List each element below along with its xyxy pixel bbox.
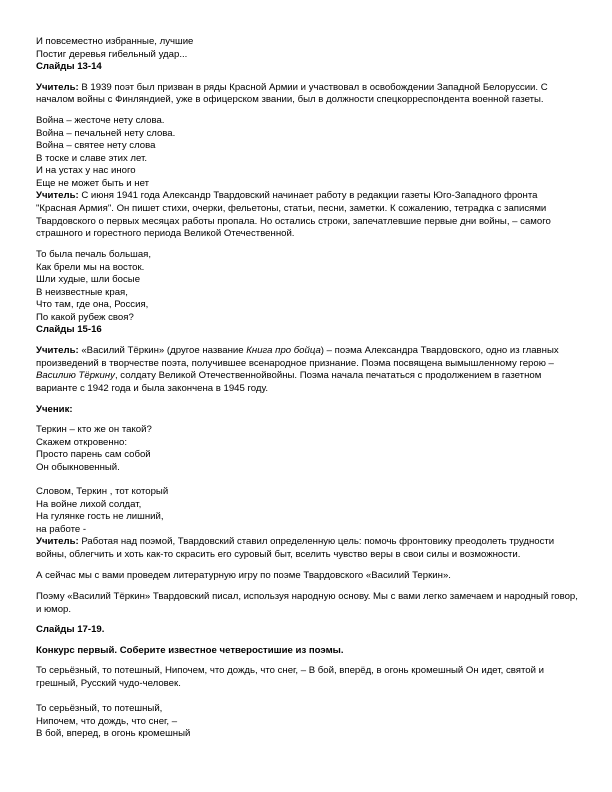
student-label: Ученик: bbox=[36, 403, 73, 415]
slides-heading-17-19: Слайды 17-19. bbox=[36, 624, 105, 636]
paragraph-text: «Василий Тёркин» (другое название bbox=[78, 344, 247, 356]
paragraph-game-intro: А сейчас мы с вами проведем литературную игру по поэме Твардовского «Василий Теркин». bbox=[36, 570, 451, 582]
paragraph-text: В 1939 поэт был призван в ряды Красной Армии и участвовал в освобождении Западной Белоруссии. С началом войны с Финляндией, уже в офицерском звании, был в должности спецкорреспондента военной газеты. bbox=[36, 81, 548, 106]
paragraph-text: , солдату Великой Отечественнойвойны. Поэма начала печататься с продолжением в газетном варианте с 1942 года и была закончена в 1945 году. bbox=[36, 370, 542, 395]
poem-line: Шли худые, шли босые bbox=[36, 274, 141, 286]
slides-heading-15-16: Слайды 15-16 bbox=[36, 324, 102, 336]
poem-line: На гулянке гость не лишний, bbox=[36, 511, 164, 523]
scrambled-quatrain: То серьёзный, то потешный, Нипочем, что дождь, что снег, – В бой, вперёд, в огонь кромешный Он идет, святой и грешный, Русский чудо-человек. bbox=[36, 665, 544, 690]
teacher-paragraph-3 bbox=[36, 345, 578, 396]
poem-line: Теркин – кто же он такой? bbox=[36, 424, 152, 436]
poem-line: на работе - bbox=[36, 523, 87, 535]
poem-line: И на устах у нас иного bbox=[36, 165, 136, 177]
teacher-paragraph-4 bbox=[36, 536, 578, 562]
teacher-paragraph-2 bbox=[36, 190, 578, 241]
paragraph-folk-basis: Поэму «Василий Тёркин» Твардовский писал, используя народную основу. Мы с вами легко замечаем и народный говор, и юмор. bbox=[36, 590, 578, 615]
paragraph-emphasis: Книга про бойца bbox=[246, 344, 321, 356]
poem-stanza-5 bbox=[36, 486, 578, 536]
poem-line: И повсеместно избранные, лучшие bbox=[36, 36, 194, 47]
poem-stanza-3 bbox=[36, 249, 578, 324]
poem-line: Скажем откровенно: bbox=[36, 436, 127, 448]
teacher-label: Учитель: bbox=[36, 344, 79, 356]
poem-line: Просто парень сам собой bbox=[36, 449, 151, 461]
paragraph-text: Работая над поэмой, Твардовский ставил определенную цель: помочь фронтовику преодолеть трудности войны, облегчить и хоть как-то скрасить его суровый быт, вселить чувство веры в свои силы и возможности. bbox=[36, 536, 555, 561]
poem-stanza-4 bbox=[36, 424, 578, 474]
teacher-label: Учитель: bbox=[36, 536, 79, 548]
poem-stanza-1 bbox=[36, 36, 578, 61]
poem-line: То была печаль большая, bbox=[36, 249, 152, 261]
poem-line: То серьёзный, то потешный, bbox=[36, 703, 163, 715]
poem-stanza-2 bbox=[36, 115, 578, 190]
poem-line: На войне лихой солдат, bbox=[36, 498, 142, 510]
poem-line: Еще не может быть и нет bbox=[36, 177, 149, 189]
poem-line: В неизвестные края, bbox=[36, 286, 128, 298]
poem-line: Нипочем, что дождь, что снег, – bbox=[36, 715, 178, 727]
poem-line: В тоске и славе этих лет. bbox=[36, 152, 148, 164]
paragraph-text: ) – поэма Александра Твардовского, одно из главных произведений в творчестве поэта, получившее всенародное признание. Поэма посвящена вымышленному герою – bbox=[36, 344, 559, 369]
teacher-label: Учитель: bbox=[36, 190, 79, 202]
slides-heading-13-14: Слайды 13-14 bbox=[36, 61, 102, 72]
teacher-label: Учитель: bbox=[36, 81, 79, 93]
poem-line: Что там, где она, Россия, bbox=[36, 299, 149, 311]
paragraph-emphasis: Василию Тёркину bbox=[36, 370, 115, 382]
poem-line: По какой рубеж своя? bbox=[36, 311, 134, 323]
paragraph-text: С июня 1941 года Александр Твардовский начинает работу в редакции газеты Юго-Западного фронта "Красная Армия". Он пишет стихи, очерки, фельетоны, статьи, песни, заметки. К сожалению, тетрадка с записями Твардовского о первых месяцах работы пропала. Но остались строки, запечатлевшие первые дни войны, – самого страшного и горестного периода Великой Отечественной. bbox=[36, 190, 551, 240]
poem-line: Он обыкновенный. bbox=[36, 461, 120, 473]
poem-line: Как брели мы на восток. bbox=[36, 261, 145, 273]
poem-line: Война – печальней нету слова. bbox=[36, 127, 176, 139]
poem-line: Постиг деревья гибельный удар... bbox=[36, 48, 188, 60]
poem-line: В бой, вперед, в огонь кромешный bbox=[36, 728, 191, 740]
poem-stanza-6 bbox=[36, 703, 578, 741]
teacher-paragraph-1 bbox=[36, 82, 578, 108]
poem-line: Война – святее нету слова bbox=[36, 140, 156, 152]
poem-line: Война – жесточе нету слова. bbox=[36, 115, 165, 127]
contest-heading: Конкурс первый. Соберите известное четверостишие из поэмы. bbox=[36, 644, 344, 656]
poem-line: Словом, Теркин , тот который bbox=[36, 486, 169, 498]
document-content bbox=[36, 36, 578, 741]
